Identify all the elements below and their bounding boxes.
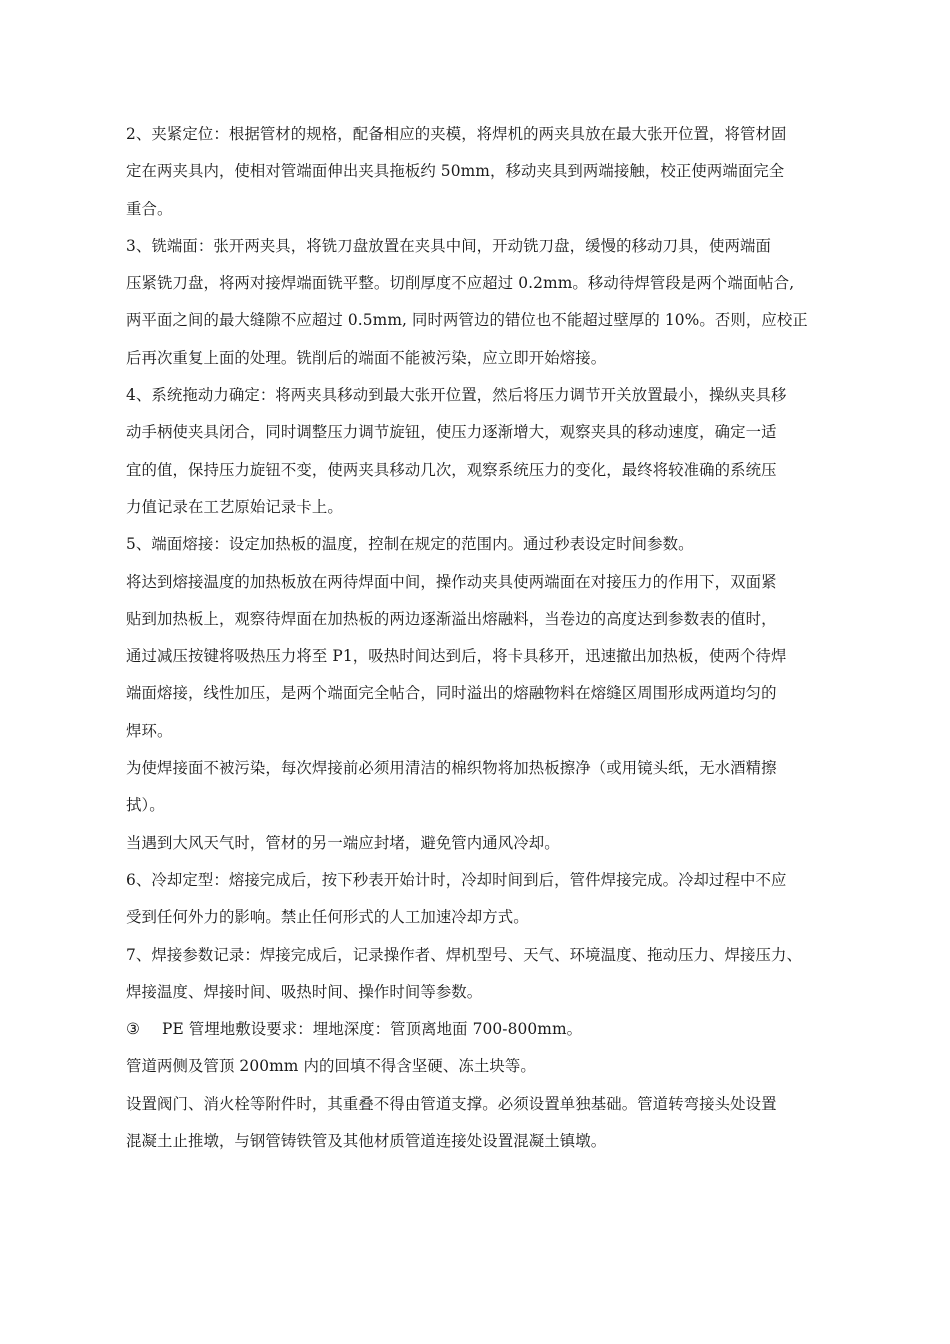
- text-line: 将达到熔接温度的加热板放在两待焊面中间，操作动夹具使两端面在对接压力的作用下，双面紧: [126, 572, 777, 591]
- text-line: 通过减压按键将吸热压力将至 P1，吸热时间达到后，将卡具移开，迅速撤出加热板，使两个待焊: [126, 647, 787, 666]
- text-line: 6、冷却定型：熔接完成后，按下秒表开始计时，冷却时间到后，管件焊接完成。冷却过程中不应: [126, 870, 787, 889]
- text-line: 重合。: [126, 199, 173, 218]
- text-line: 拭）。: [126, 796, 165, 815]
- list-item-text: PE 管埋地敷设要求：埋地深度：管顶离地面 700-800mm。: [162, 1020, 583, 1039]
- text-line: 动手柄使夹具闭合，同时调整压力调节旋钮，使压力逐渐增大，观察夹具的移动速度，确定一适: [126, 423, 777, 442]
- text-line: 力值记录在工艺原始记录卡上。: [126, 497, 343, 516]
- text-line: 贴到加热板上，观察待焊面在加热板的两边逐渐溢出熔融料，当卷边的高度达到参数表的值时，: [126, 609, 777, 628]
- text-line: 焊接温度、焊接时间、吸热时间、操作时间等参数。: [126, 982, 483, 1001]
- text-line: 压紧铣刀盘，将两对接焊端面铣平整。切削厚度不应超过 0.2mm。移动待焊管段是两个端面帖合,: [126, 274, 795, 293]
- text-line: 管道两侧及管顶 200mm 内的回填不得含坚硬、冻土块等。: [126, 1057, 536, 1076]
- text-line: 2、夹紧定位：根据管材的规格，配备相应的夹模，将焊机的两夹具放在最大张开位置，将管材固: [126, 125, 787, 143]
- text-line: 两平面之间的最大缝隙不应超过 0.5mm, 同时两管边的错位也不能超过壁厚的 10%。否则，应校正: [126, 311, 808, 330]
- text-line: 4、系统拖动力确定：将两夹具移动到最大张开位置，然后将压力调节开关放置最小，操纵夹具移: [126, 386, 787, 405]
- text-line: 端面熔接，线性加压，是两个端面完全帖合，同时溢出的熔融物料在熔缝区周围形成两道均匀的: [126, 684, 777, 703]
- text-line: 宜的值，保持压力旋钮不变，使两夹具移动几次，观察系统压力的变化，最终将较准确的系统压: [126, 460, 777, 479]
- text-line: 3、铣端面：张开两夹具，将铣刀盘放置在夹具中间，开动铣刀盘，缓慢的移动刀具，使两端面: [126, 236, 772, 255]
- text-line: 为使焊接面不被污染，每次焊接前必须用清洁的棉织物将加热板擦净（或用镜头纸，无水酒精擦: [126, 759, 777, 778]
- text-line: 当遇到大风天气时，管材的另一端应封堵，避免管内通风冷却。: [126, 833, 560, 852]
- text-line: 5、端面熔接：设定加热板的温度，控制在规定的范围内。通过秒表设定时间参数。: [126, 535, 694, 554]
- text-line: 7、焊接参数记录：焊接完成后，记录操作者、焊机型号、天气、环境温度、拖动压力、焊接压力、: [126, 945, 802, 964]
- text-line: 设置阀门、消火栓等附件时，其重叠不得由管道支撑。必须设置单独基础。管道转弯接头处设置: [126, 1094, 777, 1113]
- text-line: 混凝土止推墩，与钢管铸铁管及其他材质管道连接处设置混凝土镇墩。: [126, 1132, 607, 1151]
- text-line: 定在两夹具内，使相对管端面伸出夹具拖板约 50mm，移动夹具到两端接触，校正使两端面完全: [126, 162, 785, 181]
- text-line: 受到任何外力的影响。禁止任何形式的人工加速冷却方式。: [126, 908, 529, 927]
- text-line: 后再次重复上面的处理。铣削后的端面不能被污染，应立即开始熔接。: [126, 348, 607, 367]
- text-line: 焊环。: [126, 721, 173, 740]
- circled-number-marker: ③: [126, 1020, 140, 1039]
- document-body: [126, 120, 856, 1164]
- list-item-3: [126, 1015, 856, 1044]
